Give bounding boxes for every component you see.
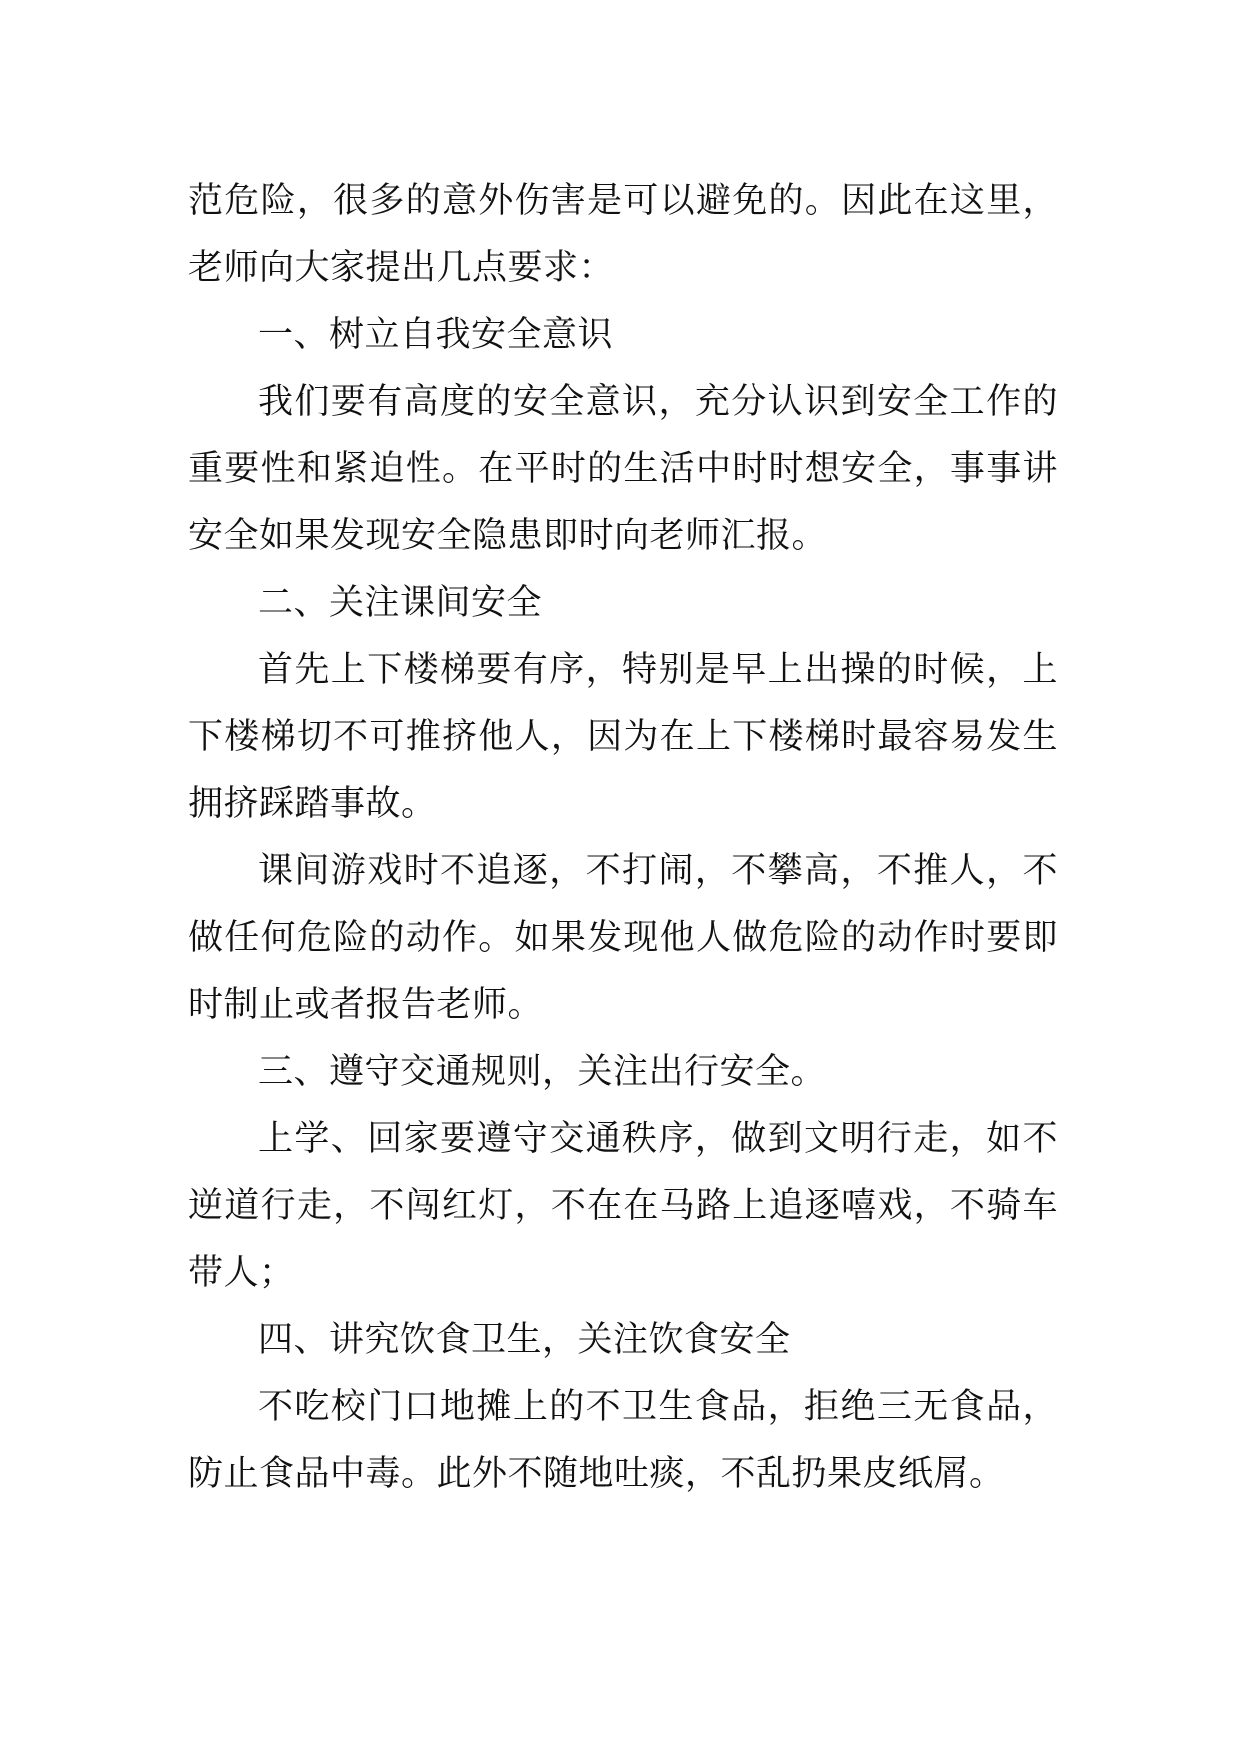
section-heading-4: 四、讲究饮食卫生，关注饮食安全 bbox=[258, 1320, 791, 1360]
section-heading-1: 一、树立自我安全意识 bbox=[258, 315, 614, 355]
paragraph-stairs: 首先上下楼梯要有序，特别是早上出操的时候，上下楼梯切不可推挤他人，因为在上下楼梯时最容易发生拥挤踩踏事故。 bbox=[188, 650, 1058, 824]
paragraph-safety-awareness: 我们要有高度的安全意识，充分认识到安全工作的重要性和紧迫性。在平时的生活中时时想安全，事事讲安全如果发现安全隐患即时向老师汇报。 bbox=[188, 382, 1058, 556]
paragraph-recess-games: 课间游戏时不追逐，不打闹，不攀高，不推人，不做任何危险的动作。如果发现他人做危险的动作时要即时制止或者报告老师。 bbox=[188, 851, 1058, 1025]
paragraph-traffic: 上学、回家要遵守交通秩序，做到文明行走，如不逆道行走，不闯红灯，不在在马路上追逐嘻戏，不骑车带人； bbox=[188, 1119, 1058, 1293]
document-body bbox=[188, 168, 1058, 1508]
section-heading-3: 三、遵守交通规则，关注出行安全。 bbox=[258, 1052, 827, 1092]
paragraph-continuation: 范危险，很多的意外伤害是可以避免的。因此在这里，老师向大家提出几点要求： bbox=[188, 181, 1058, 288]
paragraph-food-safety: 不吃校门口地摊上的不卫生食品，拒绝三无食品，防止食品中毒。此外不随地吐痰，不乱扔果皮纸屑。 bbox=[188, 1387, 1058, 1494]
section-heading-2: 二、关注课间安全 bbox=[258, 583, 543, 623]
